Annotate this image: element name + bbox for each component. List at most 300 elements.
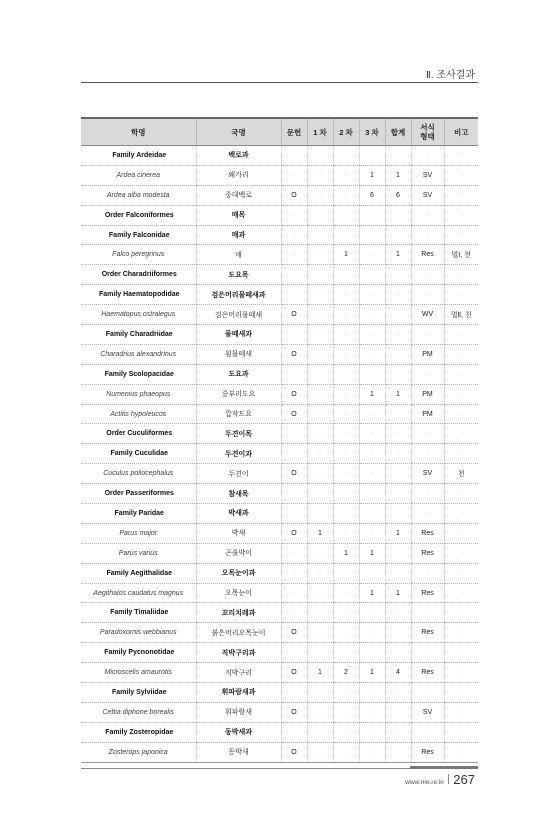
footer-accent-bar: [410, 766, 478, 769]
korean-name: 검은머리물떼새: [196, 305, 281, 325]
species-row: [81, 384, 478, 404]
footer-separator: [448, 774, 449, 784]
korean-name: 왜가리: [196, 165, 281, 185]
literature-cell: ·: [281, 583, 307, 603]
korean-name: 오목눈이: [196, 583, 281, 603]
habitat-type-cell: ·: [411, 364, 444, 384]
survey-1-cell: [307, 364, 333, 384]
col-scientific-name-header: 학명: [81, 118, 196, 146]
survey-3-cell: ·: [359, 683, 385, 703]
survey-1-cell: ·: [307, 325, 333, 345]
survey-3-cell: 1: [359, 583, 385, 603]
survey-3-cell: [359, 146, 385, 166]
header-rule: [81, 82, 478, 83]
remarks-cell: ·: [444, 523, 478, 543]
remarks-cell: ·: [444, 165, 478, 185]
habitat-type-cell: WV: [411, 305, 444, 325]
korean-name: 박새: [196, 523, 281, 543]
species-row: [81, 464, 478, 484]
survey-1-cell: [307, 225, 333, 245]
survey-2-cell: ·: [333, 523, 359, 543]
habitat-type-cell: Res: [411, 663, 444, 683]
survey-3-cell: ·: [359, 344, 385, 364]
total-cell: [385, 344, 411, 364]
habitat-type-cell: SV: [411, 185, 444, 205]
taxon-group-row: [81, 364, 478, 384]
page-number: 267: [453, 772, 475, 787]
col-survey-3-header: 3 차: [359, 118, 385, 146]
taxon-group-row: [81, 722, 478, 742]
korean-name: 곤줄박이: [196, 543, 281, 563]
survey-1-cell: [307, 265, 333, 285]
remarks-cell: ·: [444, 185, 478, 205]
literature-cell: ·: [281, 225, 307, 245]
survey-1-cell: [307, 504, 333, 524]
survey-2-cell: [333, 563, 359, 583]
survey-2-cell: ·: [333, 742, 359, 762]
korean-name: 도요목: [196, 265, 281, 285]
literature-cell: ·: [281, 543, 307, 563]
remarks-cell: ·: [444, 404, 478, 424]
korean-name: 두견이목: [196, 424, 281, 444]
remarks-cell: ·: [444, 285, 478, 305]
survey-1-cell: ·: [307, 424, 333, 444]
remarks-cell: ·: [444, 325, 478, 345]
total-cell: [385, 364, 411, 384]
literature-cell: [281, 285, 307, 305]
remarks-cell: ·: [444, 603, 478, 623]
literature-cell: [281, 643, 307, 663]
korean-name: 백로과: [196, 146, 281, 166]
remarks-cell: ·: [444, 444, 478, 464]
scientific-name: Falco peregrinus: [81, 245, 196, 265]
survey-3-cell: ·: [359, 424, 385, 444]
habitat-type-cell: SV: [411, 464, 444, 484]
taxon-group-row: [81, 683, 478, 703]
survey-2-cell: ·: [333, 404, 359, 424]
survey-2-cell: [333, 146, 359, 166]
table-header-row: [81, 118, 478, 146]
remarks-cell: ·: [444, 265, 478, 285]
survey-3-cell: [359, 484, 385, 504]
col-korean-name-header: 국명: [196, 118, 281, 146]
remarks-cell: ·: [444, 205, 478, 225]
survey-3-cell: ·: [359, 245, 385, 265]
literature-cell: O: [281, 404, 307, 424]
total-cell: 1: [385, 523, 411, 543]
survey-3-cell: [359, 563, 385, 583]
korean-name: 매과: [196, 225, 281, 245]
survey-3-cell: ·: [359, 464, 385, 484]
col-survey-1-header: 1 차: [307, 118, 333, 146]
survey-3-cell: 1: [359, 384, 385, 404]
survey-2-cell: ·: [333, 165, 359, 185]
survey-3-cell: ·: [359, 623, 385, 643]
literature-cell: ·: [281, 603, 307, 623]
korean-name: 직박구리과: [196, 643, 281, 663]
survey-2-cell: ·: [333, 325, 359, 345]
literature-cell: O: [281, 464, 307, 484]
survey-1-cell: ·: [307, 444, 333, 464]
literature-cell: O: [281, 742, 307, 762]
scientific-name: Parus major: [81, 523, 196, 543]
survey-2-cell: ·: [333, 185, 359, 205]
scientific-name: Paradoxornis webbianus: [81, 623, 196, 643]
scientific-name: Ardea alba modesta: [81, 185, 196, 205]
total-cell: ·: [385, 285, 411, 305]
remarks-cell: ·: [444, 225, 478, 245]
survey-3-cell: ·: [359, 404, 385, 424]
species-row: [81, 185, 478, 205]
scientific-name: Parus varius: [81, 543, 196, 563]
literature-cell: O: [281, 623, 307, 643]
habitat-type-cell: ·: [411, 424, 444, 444]
total-cell: [385, 504, 411, 524]
taxon-group-row: [81, 205, 478, 225]
survey-1-cell: [307, 484, 333, 504]
survey-1-cell: ·: [307, 305, 333, 325]
survey-2-cell: 2: [333, 663, 359, 683]
scientific-name: Family Pycnonotidae: [81, 643, 196, 663]
literature-cell: [281, 424, 307, 444]
taxon-group-row: [81, 285, 478, 305]
literature-cell: [281, 722, 307, 742]
literature-cell: [281, 683, 307, 703]
habitat-type-cell: Res: [411, 543, 444, 563]
scientific-name: Order Cuculiformes: [81, 424, 196, 444]
species-row: [81, 245, 478, 265]
total-cell: 6: [385, 185, 411, 205]
scientific-name: Family Haematopodidae: [81, 285, 196, 305]
remarks-cell: ·: [444, 683, 478, 703]
scientific-name: Family Scolopacidae: [81, 364, 196, 384]
habitat-type-cell: ·: [411, 643, 444, 663]
species-row: [81, 543, 478, 563]
habitat-type-cell: ·: [411, 225, 444, 245]
survey-3-cell: 1: [359, 543, 385, 563]
habitat-type-cell: ·: [411, 504, 444, 524]
remarks-cell: ·: [444, 484, 478, 504]
survey-3-cell: [359, 225, 385, 245]
korean-name: 직박구리: [196, 663, 281, 683]
survey-1-cell: [307, 146, 333, 166]
survey-3-cell: 6: [359, 185, 385, 205]
section-label: Ⅱ. 조사결과: [425, 70, 475, 81]
survey-2-cell: ·: [333, 344, 359, 364]
survey-2-cell: ·: [333, 702, 359, 722]
scientific-name: Family Ardeidae: [81, 146, 196, 166]
taxon-group-row: [81, 444, 478, 464]
total-cell: [385, 146, 411, 166]
korean-name: 동박새과: [196, 722, 281, 742]
survey-2-cell: [333, 364, 359, 384]
literature-cell: O: [281, 384, 307, 404]
species-row: [81, 404, 478, 424]
survey-2-cell: [333, 205, 359, 225]
remarks-cell: ·: [444, 722, 478, 742]
habitat-type-cell: Res: [411, 523, 444, 543]
scientific-name: Order Falconiformes: [81, 205, 196, 225]
survey-3-cell: ·: [359, 523, 385, 543]
literature-cell: [281, 146, 307, 166]
habitat-type-cell: Res: [411, 583, 444, 603]
remarks-cell: ·: [444, 504, 478, 524]
scientific-name: Order Charadriiformes: [81, 265, 196, 285]
remarks-cell: 멸Ⅰ, 천: [444, 245, 478, 265]
scientific-name: Family Cuculidae: [81, 444, 196, 464]
total-cell: [385, 623, 411, 643]
korean-name: 매목: [196, 205, 281, 225]
korean-name: 매: [196, 245, 281, 265]
remarks-cell: ·: [444, 583, 478, 603]
habitat-type-cell: ·: [411, 603, 444, 623]
literature-cell: [281, 364, 307, 384]
survey-1-cell: ·: [307, 464, 333, 484]
total-cell: [385, 225, 411, 245]
page-footer: [405, 772, 475, 787]
korean-name: 깝작도요: [196, 404, 281, 424]
survey-1-cell: ·: [307, 384, 333, 404]
scientific-name: Ardea cinerea: [81, 165, 196, 185]
literature-cell: ·: [281, 205, 307, 225]
total-cell: [385, 484, 411, 504]
species-row: [81, 165, 478, 185]
literature-cell: O: [281, 663, 307, 683]
total-cell: ·: [385, 722, 411, 742]
korean-name: 도요과: [196, 364, 281, 384]
taxon-group-row: [81, 603, 478, 623]
total-cell: 1: [385, 245, 411, 265]
survey-1-cell: ·: [307, 742, 333, 762]
habitat-type-cell: ·: [411, 722, 444, 742]
total-cell: ·: [385, 325, 411, 345]
survey-3-cell: 1: [359, 165, 385, 185]
scientific-name: Numenius phaeopus: [81, 384, 196, 404]
korean-name: 중부리도요: [196, 384, 281, 404]
survey-2-cell: [333, 504, 359, 524]
literature-cell: ·: [281, 165, 307, 185]
habitat-type-cell: PM: [411, 404, 444, 424]
scientific-name: Family Zosteropidae: [81, 722, 196, 742]
scientific-name: Cuculus poliocephalus: [81, 464, 196, 484]
survey-2-cell: [333, 484, 359, 504]
literature-cell: O: [281, 185, 307, 205]
survey-3-cell: [359, 205, 385, 225]
scientific-name: Cettia diphone borealis: [81, 702, 196, 722]
habitat-type-cell: ·: [411, 563, 444, 583]
habitat-type-cell: ·: [411, 484, 444, 504]
habitat-type-cell: ·: [411, 146, 444, 166]
literature-cell: [281, 325, 307, 345]
korean-name: 참새목: [196, 484, 281, 504]
remarks-cell: ·: [444, 643, 478, 663]
habitat-type-cell: ·: [411, 444, 444, 464]
remarks-cell: ·: [444, 384, 478, 404]
habitat-type-cell: SV: [411, 165, 444, 185]
survey-2-cell: ·: [333, 384, 359, 404]
survey-2-cell: ·: [333, 285, 359, 305]
total-cell: ·: [385, 424, 411, 444]
col-total-header: 합계: [385, 118, 411, 146]
survey-3-cell: ·: [359, 285, 385, 305]
taxon-group-row: [81, 563, 478, 583]
footer-url: www.nie.re.kr: [405, 779, 445, 786]
table-body: [81, 146, 478, 763]
korean-name: 휘파람새과: [196, 683, 281, 703]
survey-1-cell: ·: [307, 285, 333, 305]
species-row: [81, 702, 478, 722]
korean-name: 동박새: [196, 742, 281, 762]
remarks-cell: ·: [444, 543, 478, 563]
survey-1-cell: ·: [307, 702, 333, 722]
species-row: [81, 523, 478, 543]
species-row: [81, 583, 478, 603]
habitat-type-cell: PM: [411, 384, 444, 404]
literature-cell: [281, 265, 307, 285]
literature-cell: [281, 504, 307, 524]
survey-2-cell: ·: [333, 623, 359, 643]
korean-name: 오목눈이과: [196, 563, 281, 583]
survey-1-cell: ·: [307, 603, 333, 623]
survey-1-cell: ·: [307, 583, 333, 603]
survey-3-cell: ·: [359, 702, 385, 722]
literature-cell: [281, 444, 307, 464]
remarks-cell: ·: [444, 623, 478, 643]
literature-cell: ·: [281, 245, 307, 265]
korean-name: 박새과: [196, 504, 281, 524]
literature-cell: O: [281, 305, 307, 325]
habitat-type-cell: Res: [411, 245, 444, 265]
survey-2-cell: [333, 225, 359, 245]
species-row: [81, 663, 478, 683]
scientific-name: Haematopus ostralegus: [81, 305, 196, 325]
survey-3-cell: [359, 504, 385, 524]
survey-3-cell: [359, 643, 385, 663]
survey-2-cell: ·: [333, 583, 359, 603]
taxon-group-row: [81, 504, 478, 524]
scientific-name: Family Paridae: [81, 504, 196, 524]
remarks-cell: 멸Ⅱ, 천: [444, 305, 478, 325]
col-remarks-header: 비고: [444, 118, 478, 146]
survey-3-cell: ·: [359, 325, 385, 345]
total-cell: ·: [385, 683, 411, 703]
survey-1-cell: ·: [307, 245, 333, 265]
taxon-group-row: [81, 325, 478, 345]
korean-name: 흰물떼새: [196, 344, 281, 364]
taxon-group-row: [81, 265, 478, 285]
scientific-name: Zosterops japonica: [81, 742, 196, 762]
total-cell: [385, 702, 411, 722]
korean-name: 휘파람새: [196, 702, 281, 722]
habitat-type-cell: ·: [411, 325, 444, 345]
habitat-type-cell: SV: [411, 702, 444, 722]
korean-name: 검은머리물떼새과: [196, 285, 281, 305]
habitat-type-cell: ·: [411, 265, 444, 285]
scientific-name: Order Passeriformes: [81, 484, 196, 504]
total-cell: [385, 305, 411, 325]
survey-1-cell: ·: [307, 344, 333, 364]
habitat-type-cell: Res: [411, 742, 444, 762]
taxon-group-row: [81, 424, 478, 444]
total-cell: 1: [385, 165, 411, 185]
korean-name: 붉은머리오목눈이: [196, 623, 281, 643]
habitat-type-cell: ·: [411, 205, 444, 225]
survey-3-cell: ·: [359, 305, 385, 325]
remarks-cell: 천: [444, 464, 478, 484]
total-cell: [385, 543, 411, 563]
survey-3-cell: ·: [359, 722, 385, 742]
taxon-group-row: [81, 484, 478, 504]
scientific-name: Family Charadriidae: [81, 325, 196, 345]
survey-1-cell: [307, 205, 333, 225]
scientific-name: Microscelis amaurotis: [81, 663, 196, 683]
col-survey-2-header: 2 차: [333, 118, 359, 146]
survey-2-cell: ·: [333, 424, 359, 444]
scientific-name: Family Falconidae: [81, 225, 196, 245]
total-cell: 1: [385, 583, 411, 603]
literature-cell: [281, 484, 307, 504]
remarks-cell: ·: [444, 663, 478, 683]
total-cell: 1: [385, 384, 411, 404]
total-cell: ·: [385, 603, 411, 623]
habitat-type-cell: ·: [411, 683, 444, 703]
survey-2-cell: ·: [333, 305, 359, 325]
remarks-cell: ·: [444, 344, 478, 364]
korean-name: 꼬리치레과: [196, 603, 281, 623]
col-habitat-type-header: 서식 형태: [411, 118, 444, 146]
korean-name: 두견이: [196, 464, 281, 484]
survey-2-cell: ·: [333, 444, 359, 464]
habitat-type-cell: ·: [411, 285, 444, 305]
total-cell: [385, 404, 411, 424]
species-row: [81, 742, 478, 762]
survey-2-cell: 1: [333, 543, 359, 563]
remarks-cell: ·: [444, 563, 478, 583]
survey-1-cell: ·: [307, 683, 333, 703]
korean-name: 물떼새과: [196, 325, 281, 345]
species-row: [81, 305, 478, 325]
survey-1-cell: ·: [307, 543, 333, 563]
survey-2-cell: ·: [333, 722, 359, 742]
survey-2-cell: [333, 643, 359, 663]
species-row: [81, 623, 478, 643]
korean-name: 중대백로: [196, 185, 281, 205]
korean-name: 두견이과: [196, 444, 281, 464]
survey-1-cell: ·: [307, 722, 333, 742]
remarks-cell: ·: [444, 364, 478, 384]
col-literature-header: 문헌: [281, 118, 307, 146]
survey-3-cell: [359, 265, 385, 285]
remarks-cell: ·: [444, 742, 478, 762]
remarks-cell: ·: [444, 702, 478, 722]
total-cell: [385, 563, 411, 583]
taxon-group-row: [81, 643, 478, 663]
taxon-group-row: [81, 146, 478, 166]
survey-1-cell: ·: [307, 563, 333, 583]
species-row: [81, 344, 478, 364]
survey-1-cell: ·: [307, 185, 333, 205]
scientific-name: Family Timaliidae: [81, 603, 196, 623]
survey-1-cell: 1: [307, 663, 333, 683]
survey-1-cell: ·: [307, 404, 333, 424]
literature-cell: O: [281, 523, 307, 543]
survey-3-cell: 1: [359, 663, 385, 683]
survey-2-cell: ·: [333, 683, 359, 703]
survey-2-cell: ·: [333, 464, 359, 484]
literature-cell: O: [281, 702, 307, 722]
survey-1-cell: 1: [307, 523, 333, 543]
taxon-group-row: [81, 225, 478, 245]
